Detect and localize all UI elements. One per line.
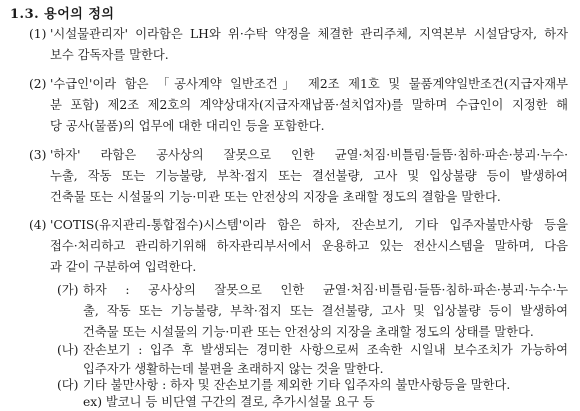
definition-4-line-2: 접수·처리하고 관리하기위해 하자관리부서에서 운용하고 있는 전산시스템을 말하며, 다음 xyxy=(50,239,568,253)
definition-1-line-2: 보수 감독자를 말한다. xyxy=(50,48,169,62)
definition-1-line-1: '시설물관리자' 이라함은 LH와 위·수탁 약정을 체결한 관리주체, 지역본부 시설담당자, 하자 xyxy=(50,27,568,41)
definition-2-line-1: '수급인'이라 함은 「공사계약 일반조건」 제2조 제1호 및 물품계약일반조건(지급자재부 xyxy=(50,77,568,91)
definition-1-number: (1) xyxy=(29,27,47,41)
definition-2-number: (2) xyxy=(29,77,47,91)
definition-2-line-2: 분 포함) 제2조 제2호의 계약상대자(지급자재납품·설치업자)를 말하며 수급인이 지정한 해 xyxy=(50,98,568,112)
definition-3-number: (3) xyxy=(29,148,47,162)
definition-3-line-2: 누출, 작동 또는 기능불량, 부착·접지 또는 결선불량, 고사 및 입상불량 등이 발생하여 xyxy=(50,169,568,183)
definition-3-line-3: 건축물 또는 시설물의 기능·미관 또는 안전상의 지장을 초래할 정도의 결함을 말한다. xyxy=(50,190,501,204)
subitem-da-line-2: ex) 발코니 등 비단열 구간의 결로, 추가시설물 요구 등 xyxy=(83,395,375,409)
subitem-da-line-1: 기타 불만사항 : 하자 및 잔손보기를 제외한 기타 입주자의 불만사항등을 말한다. xyxy=(83,378,511,392)
subitem-ga-line-2: 출, 작동 또는 기능불량, 부착·접지 또는 결선불량, 고사 및 입상불량 등이 발생하여 xyxy=(83,304,568,318)
subitem-ga-line-1: 하자 : 공사상의 잘못으로 인한 균열·처짐·비틀림·들뜸·침하·파손·붕괴·누수·누 xyxy=(83,283,568,297)
subitem-ga-line-3: 건축물 또는 시설물의 기능·미관 또는 안전상의 지장을 초래할 정도의 상태를 말한다. xyxy=(83,325,534,339)
definition-4-line-3: 과 같이 구분하여 입력한다. xyxy=(50,260,197,274)
subitem-na-line-2: 입주자가 생활하는데 불편을 초래하지 않는 것을 말한다. xyxy=(83,362,384,376)
definition-4-line-1: 'COTIS(유지관리-통합접수)시스템'이라 함은 하자, 잔손보기, 기타 입주자불만사항 등을 xyxy=(50,218,568,232)
subitem-na-marker: (나) xyxy=(57,343,79,357)
definition-2-line-3: 당 공사(물품)의 업무에 대한 대리인 등을 포함한다. xyxy=(50,119,325,133)
subitem-na-line-1: 잔손보기 : 입주 후 발생되는 경미한 사항으로써 조속한 시일내 보수조치가 가능하여 xyxy=(83,343,568,357)
subitem-ga-marker: (가) xyxy=(57,283,79,297)
definition-3-line-1: '하자' 라함은 공사상의 잘못으로 인한 균열·처짐·비틀림·들뜸·침하·파손·붕괴·누수· xyxy=(50,148,568,162)
subitem-da-marker: (다) xyxy=(57,378,79,392)
section-title: 1.3. 용어의 정의 xyxy=(10,7,115,22)
definition-4-number: (4) xyxy=(29,218,47,232)
